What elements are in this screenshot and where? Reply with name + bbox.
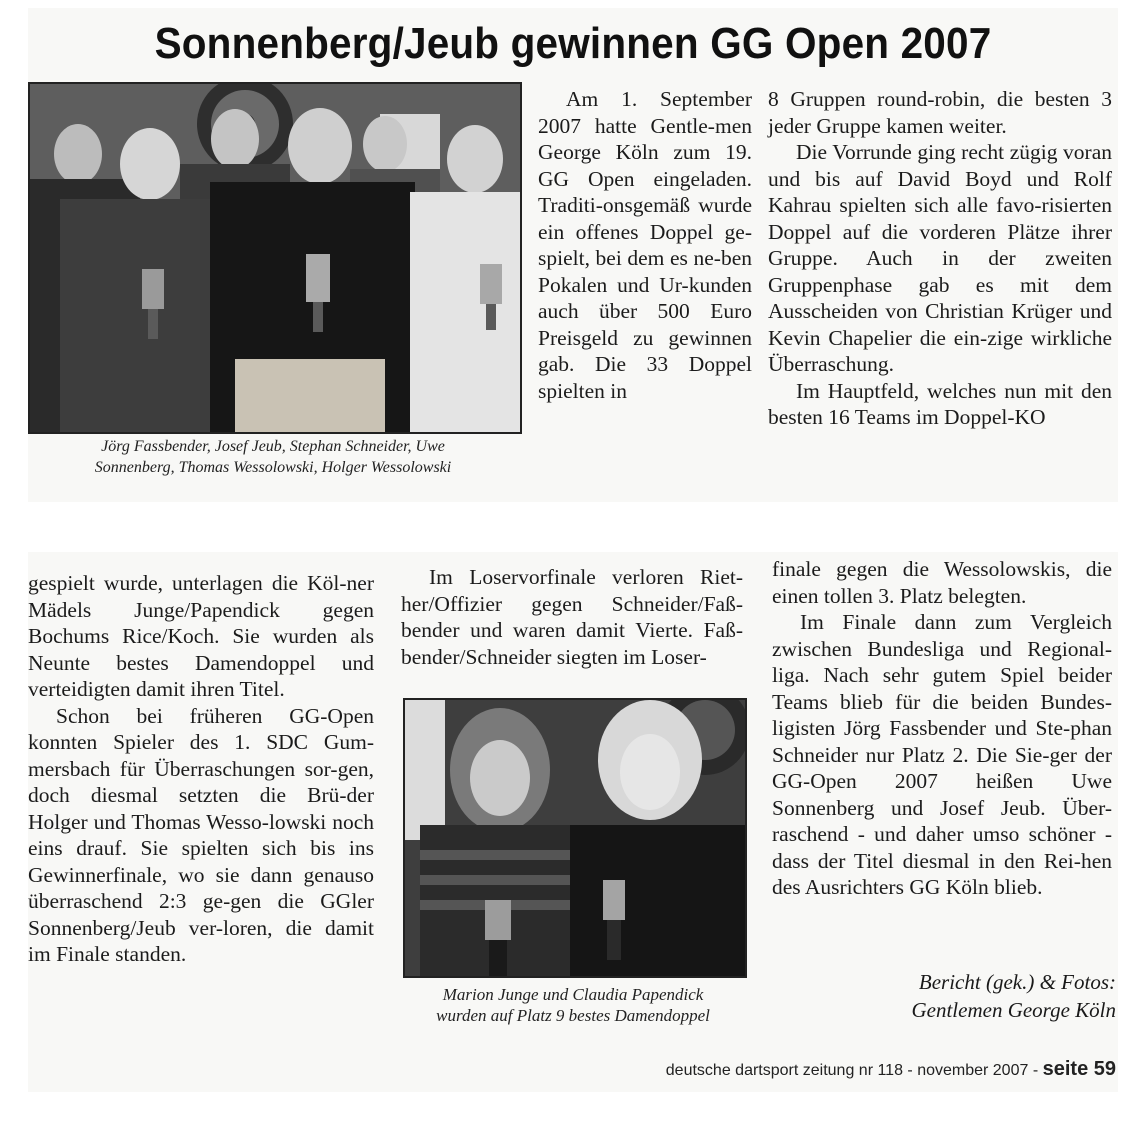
- article-paragraph: Schon bei früheren GG-Open konnten Spieler des 1. SDC Gum-mersbach für Überraschungen sor-gen, doch diesmal setzten die Brü-der Holger und Thomas Wesso-lowski noch eins drauf. Sie spielten sich bis ins Gewinnerfinale, wo sie dann genauso überraschend 2:3 ge-gen die GGler Sonnenberg/Jeub ver-loren, die damit im Finale standen.: [28, 703, 374, 966]
- women-doubles-photo: [403, 698, 747, 978]
- article-column: [538, 86, 752, 404]
- article-bottom-panel: [28, 552, 1118, 1092]
- article-top-panel: [28, 8, 1118, 502]
- page-footer: [328, 1058, 1116, 1081]
- article-paragraph: Im Loservorfinale verloren Riet-her/Offizier gegen Schneider/Faß-bender und waren damit Vierte. Faß-bender/Schneider siegten im Loser-: [401, 565, 743, 669]
- caption-line: Sonnenberg, Thomas Wessolowski, Holger Wessolowski: [94, 459, 452, 476]
- group-photo-caption: [28, 436, 518, 478]
- article-headline: Sonnenberg/Jeub gewinnen GG Open 2007: [154, 19, 992, 68]
- article-paragraph: Im Hauptfeld, welches nun mit den besten 16 Teams im Doppel-KO: [768, 378, 1112, 429]
- caption-line: Jörg Fassbender, Josef Jeub, Stephan Schneider, Uwe: [101, 438, 445, 455]
- article-paragraph: 8 Gruppen round-robin, die besten 3 jeder Gruppe kamen weiter.: [768, 87, 1112, 138]
- caption-line: Marion Junge und Claudia Papendick: [442, 985, 704, 1004]
- caption-line: wurden auf Platz 9 bestes Damendoppel: [436, 1006, 710, 1025]
- article-column: [768, 86, 1112, 431]
- credit-line: Gentlemen George Köln: [911, 998, 1116, 1022]
- publication-info: deutsche dartsport zeitung nr 118 - november 2007 -: [665, 1062, 1039, 1079]
- credit-line: Bericht (gek.) & Fotos:: [918, 970, 1116, 994]
- group-photo: [28, 82, 522, 434]
- article-column: [401, 564, 743, 670]
- article-column: [772, 556, 1112, 901]
- group-photo-illustration: [30, 84, 520, 432]
- article-paragraph: gespielt wurde, unterlagen die Köl-ner Mädels Junge/Papendick gegen Bochums Rice/Koch. Sie wurden als Neunte bestes Damendoppel und verteidigten damit ihren Titel.: [28, 571, 374, 701]
- article-paragraph: Am 1. September 2007 hatte Gentle-men George Köln zum 19. GG Open eingeladen. Traditi-onsgemäß wurde ein offenes Doppel ge-spielt, bei dem es ne-ben Pokalen und Ur-kunden auch über 500 Euro Preisgeld zu gewinnen gab. Die 33 Doppel spielten in: [538, 87, 752, 403]
- article-paragraph: Im Finale dann zum Vergleich zwischen Bundesliga und Regional-liga. Nach sehr gutem Spiel beider Teams blieb für die beiden Bundes-ligisten Jörg Fassbender und Ste-phan Schneider nur Platz 2. Die Sie-ger der GG-Open 2007 heißen Uwe Sonnenberg und Josef Jeub. Über-raschend - und daher umso schöner - dass der Titel diesmal in den Rei-hen des Ausrichters GG Köln blieb.: [772, 610, 1112, 899]
- photo-credit: [788, 968, 1116, 1024]
- article-paragraph: Die Vorrunde ging recht zügig voran und bis auf David Boyd und Rolf Kahrau spielten sich alle favo-risierten Doppel auf die vorderen Plätze ihrer Gruppe. Auch in der zweiten Gruppenphase gab es mit dem Ausscheiden von Christian Krüger und Kevin Chapelier die ein-zige wirkliche Überraschung.: [768, 140, 1112, 376]
- women-doubles-illustration: [405, 700, 745, 976]
- article-column: [28, 570, 374, 968]
- page-number: seite 59: [1042, 1058, 1116, 1080]
- article-paragraph: finale gegen die Wessolowskis, die einen tollen 3. Platz belegten.: [772, 557, 1112, 608]
- women-doubles-caption: [398, 984, 748, 1026]
